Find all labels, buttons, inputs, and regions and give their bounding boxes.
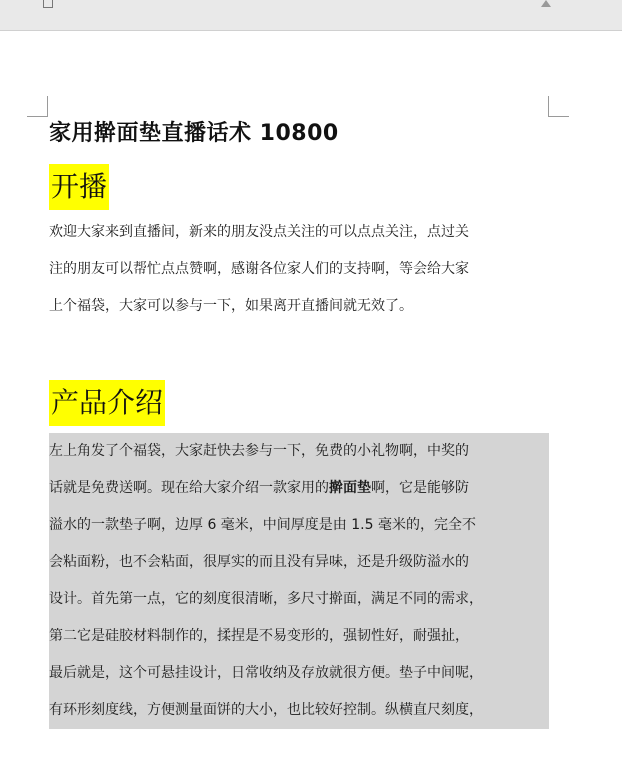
bold-term: 擀面垫 bbox=[329, 480, 371, 496]
text-line: 注的朋友可以帮忙点点赞啊，感谢各位家人们的支持啊，等会给大家 bbox=[49, 261, 469, 277]
text-line: 设计。首先第一点，它的刻度很清晰，多尺寸擀面，满足不同的需求， bbox=[49, 591, 483, 607]
text-line: 有环形刻度线，方便测量面饼的大小，也比较好控制。纵横直尺刻度， bbox=[49, 702, 483, 718]
warning-icon[interactable] bbox=[541, 0, 551, 7]
text-segment: 话就是免费送啊。现在给大家介绍一款家用的 bbox=[49, 480, 329, 496]
text-line: 会粘面粉，也不会粘面，很厚实的而且没有异味，还是升级防溢水的 bbox=[49, 554, 469, 570]
paragraph-product-intro bbox=[49, 433, 549, 729]
home-icon[interactable] bbox=[43, 0, 53, 8]
text-line: 上个福袋，大家可以参与一下，如果离开直播间就无效了。 bbox=[49, 298, 413, 314]
text-line: 第二它是硅胶材料制作的，揉捏是不易变形的，强韧性好，耐强扯， bbox=[49, 628, 469, 644]
text-segment: 啊，它是能够防 bbox=[371, 480, 469, 496]
paragraph-kaibo bbox=[49, 214, 549, 325]
document-title: 家用擀面垫直播话术 10800 bbox=[49, 121, 339, 146]
page-margin-corner-top-right bbox=[548, 96, 569, 117]
text-line: 最后就是，这个可悬挂设计，日常收纳及存放就很方便。垫子中间呢， bbox=[49, 665, 483, 681]
section-heading-wrap bbox=[49, 380, 549, 426]
section-heading-wrap bbox=[49, 164, 549, 210]
ribbon-toolbar bbox=[0, 0, 622, 31]
text-line: 欢迎大家来到直播间，新来的朋友没点关注的可以点点关注，点过关 bbox=[49, 224, 469, 240]
text-line: 溢水的一款垫子啊，边厚 6 毫米，中间厚度是由 1.5 毫米的，完全不 bbox=[49, 517, 476, 533]
document-body[interactable] bbox=[49, 114, 549, 729]
section-heading-product-intro: 产品介绍 bbox=[49, 380, 165, 426]
page-margin-corner-top-left bbox=[27, 96, 48, 117]
text-line-with-bold bbox=[49, 470, 549, 507]
text-line: 左上角发了个福袋，大家赶快去参与一下，免费的小礼物啊，中奖的 bbox=[49, 443, 469, 459]
section-heading-kaibo: 开播 bbox=[49, 164, 109, 210]
